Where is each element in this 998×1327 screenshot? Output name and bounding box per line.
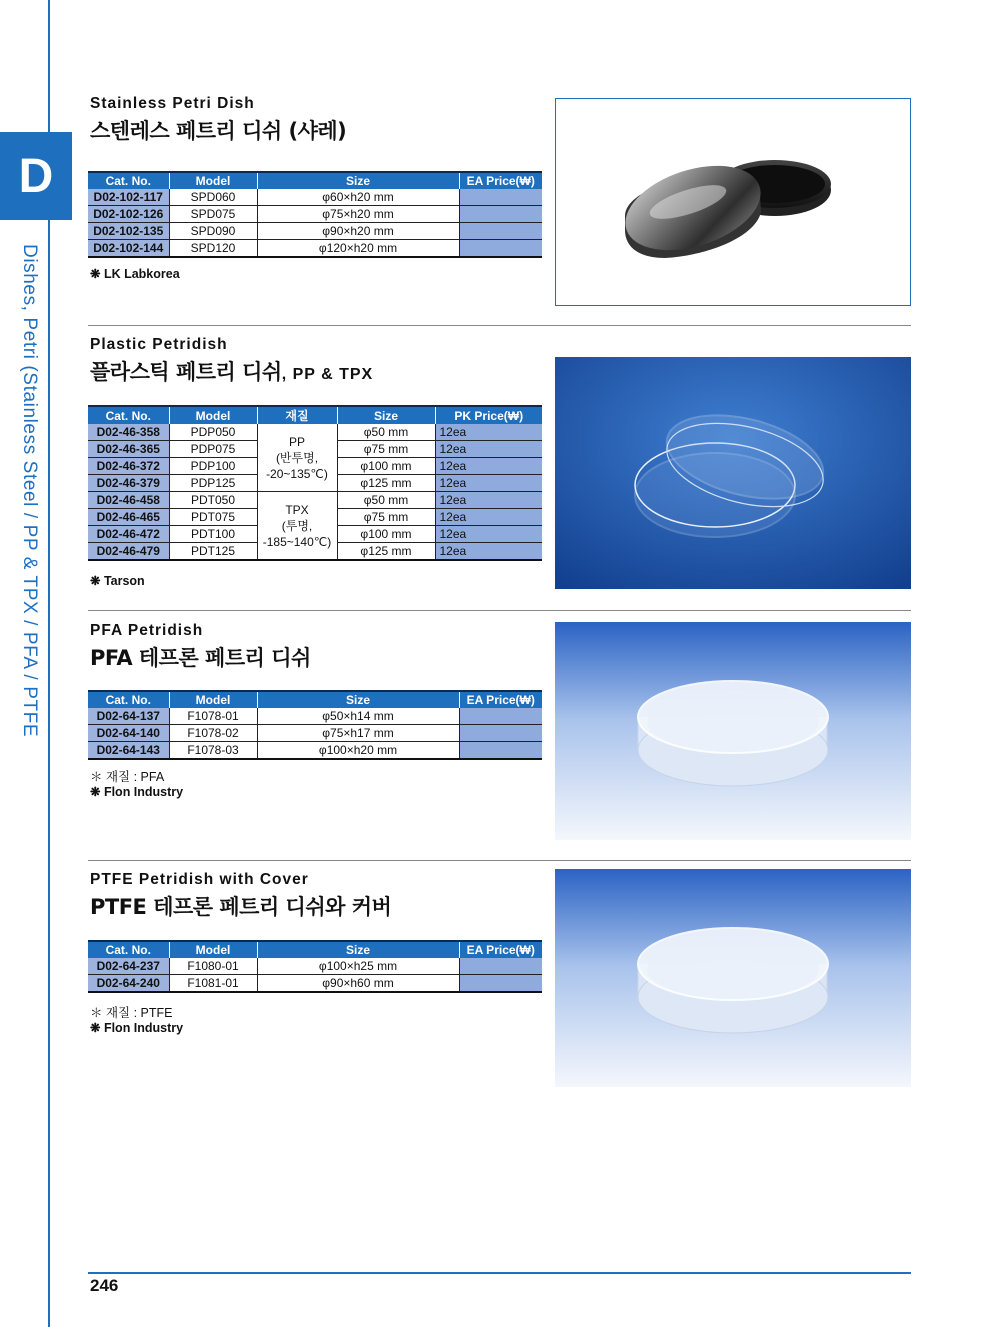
size: φ100×h25 mm	[257, 958, 459, 975]
section-title-ko: PTFE 테프론 페트리 디쉬와 커버	[90, 895, 392, 919]
section-title-en: PFA Petridish	[90, 622, 204, 639]
size: φ75×h17 mm	[257, 725, 459, 742]
maker-note	[90, 1020, 183, 1035]
section-title-en: Stainless Petri Dish	[90, 95, 255, 112]
size: φ60×h20 mm	[257, 189, 459, 206]
section-divider	[88, 325, 911, 326]
size: φ50 mm	[337, 492, 435, 509]
model: SPD120	[169, 240, 257, 258]
price-cell	[459, 240, 542, 258]
cat-no: D02-46-479	[88, 543, 169, 561]
plastic-table	[88, 405, 542, 561]
model: SPD090	[169, 223, 257, 240]
material-cell	[257, 424, 337, 492]
material-note: ＊ 재질 : PFA	[90, 770, 165, 784]
pack-qty: 12ea	[435, 424, 542, 441]
size: φ75 mm	[337, 509, 435, 526]
pack-qty: 12ea	[435, 458, 542, 475]
size: φ100 mm	[337, 526, 435, 543]
model: PDT050	[169, 492, 257, 509]
section-divider	[88, 860, 911, 861]
model: PDT100	[169, 526, 257, 543]
col-header: EA Price(₩)	[459, 941, 542, 958]
maker-note	[90, 266, 180, 281]
col-header: Model	[169, 172, 257, 189]
model: PDP075	[169, 441, 257, 458]
model: F1078-01	[169, 708, 257, 725]
table-row	[88, 189, 542, 206]
ptfe-petridish-photo	[555, 869, 911, 1087]
model: PDP125	[169, 475, 257, 492]
pack-qty: 12ea	[435, 475, 542, 492]
cat-no: D02-46-365	[88, 441, 169, 458]
price-cell	[459, 189, 542, 206]
table-row	[88, 708, 542, 725]
ptfe-table	[88, 940, 542, 993]
model: F1078-02	[169, 725, 257, 742]
material-temp: -20~135℃)	[266, 466, 328, 481]
pack-qty: 12ea	[435, 543, 542, 561]
page-number: 246	[90, 1276, 119, 1295]
pack-qty: 12ea	[435, 509, 542, 526]
table-row	[88, 725, 542, 742]
material-name: PP	[288, 434, 305, 449]
cat-no: D02-46-458	[88, 492, 169, 509]
cat-no: D02-102-144	[88, 240, 169, 258]
price-cell	[459, 742, 542, 760]
col-header: Size	[257, 691, 459, 708]
size: φ120×h20 mm	[257, 240, 459, 258]
cat-no: D02-46-379	[88, 475, 169, 492]
model: PDT075	[169, 509, 257, 526]
side-category-label: Dishes, Petri (Stainless Steel / PP & TPX / PFA / PTFE	[19, 244, 40, 738]
title-ko-main: 플라스틱 페트리 디쉬	[90, 360, 282, 384]
col-header: Cat. No.	[88, 172, 169, 189]
cat-no: D02-46-465	[88, 509, 169, 526]
section-divider	[88, 610, 911, 611]
cat-no: D02-102-117	[88, 189, 169, 206]
material-desc: (반투명,	[275, 450, 319, 465]
model: PDP100	[169, 458, 257, 475]
col-header: Cat. No.	[88, 406, 169, 424]
maker-note	[90, 784, 183, 799]
cat-no: D02-64-240	[88, 975, 169, 993]
col-header: Model	[169, 406, 257, 424]
stainless-petri-dish-photo	[555, 98, 911, 306]
model: F1080-01	[169, 958, 257, 975]
pfa-petridish-photo	[555, 622, 911, 840]
stainless-heading	[90, 95, 542, 145]
col-header: EA Price(₩)	[459, 691, 542, 708]
material-temp: -185~140℃)	[262, 534, 332, 549]
table-row	[88, 240, 542, 258]
col-header: Size	[337, 406, 435, 424]
material-cell	[257, 492, 337, 561]
cat-no: D02-46-472	[88, 526, 169, 543]
model: PDP050	[169, 424, 257, 441]
pack-qty: 12ea	[435, 441, 542, 458]
col-header: EA Price(₩)	[459, 172, 542, 189]
model: PDT125	[169, 543, 257, 561]
cat-no: D02-46-358	[88, 424, 169, 441]
section-title-en: PTFE Petridish with Cover	[90, 871, 309, 888]
price-cell	[459, 223, 542, 240]
plastic-petridish-photo	[555, 357, 911, 589]
size: φ125 mm	[337, 543, 435, 561]
section-title-ko	[90, 356, 542, 386]
footer-line	[88, 1272, 911, 1274]
table-row	[88, 975, 542, 993]
col-header: Cat. No.	[88, 691, 169, 708]
cat-no: D02-64-140	[88, 725, 169, 742]
model: F1078-03	[169, 742, 257, 760]
price-cell	[459, 975, 542, 993]
cat-no: D02-102-126	[88, 206, 169, 223]
cat-no: D02-46-372	[88, 458, 169, 475]
model: SPD060	[169, 189, 257, 206]
size: φ100 mm	[337, 458, 435, 475]
table-row	[88, 424, 542, 441]
maker-name: ❋ Tarson	[90, 574, 145, 588]
section-title-ko: PFA 테프론 페트리 디쉬	[90, 646, 311, 670]
material-desc: (투명,	[281, 518, 313, 533]
chapter-tab	[0, 132, 72, 220]
col-header: Cat. No.	[88, 941, 169, 958]
ptfe-heading	[90, 871, 542, 921]
pack-qty: 12ea	[435, 492, 542, 509]
size: φ100×h20 mm	[257, 742, 459, 760]
col-header: Size	[257, 172, 459, 189]
price-cell	[459, 958, 542, 975]
cat-no: D02-64-143	[88, 742, 169, 760]
plastic-heading	[90, 336, 542, 386]
table-row	[88, 223, 542, 240]
table-row	[88, 742, 542, 760]
size: φ90×h60 mm	[257, 975, 459, 993]
model: F1081-01	[169, 975, 257, 993]
maker-name: ❋ Flon Industry	[90, 1021, 184, 1035]
size: φ75×h20 mm	[257, 206, 459, 223]
size: φ50 mm	[337, 424, 435, 441]
model: SPD075	[169, 206, 257, 223]
pack-qty: 12ea	[435, 526, 542, 543]
maker-name: ❋ LK Labkorea	[90, 267, 180, 281]
material-name: TPX	[285, 502, 309, 517]
section-title-ko: 스텐레스 페트리 디쉬 (샤레)	[90, 119, 347, 143]
col-header: Model	[169, 691, 257, 708]
table-row	[88, 206, 542, 223]
size: φ50×h14 mm	[257, 708, 459, 725]
chapter-letter: D	[18, 149, 54, 203]
stainless-table	[88, 171, 542, 258]
cat-no: D02-64-137	[88, 708, 169, 725]
size: φ90×h20 mm	[257, 223, 459, 240]
table-row	[88, 958, 542, 975]
maker-note	[90, 573, 145, 588]
price-cell	[459, 725, 542, 742]
pfa-table	[88, 690, 542, 760]
maker-name: ❋ Flon Industry	[90, 785, 184, 799]
price-cell	[459, 708, 542, 725]
col-header: Size	[257, 941, 459, 958]
col-header: PK Price(₩)	[435, 406, 542, 424]
price-cell	[459, 206, 542, 223]
cat-no: D02-102-135	[88, 223, 169, 240]
section-title-en: Plastic Petridish	[90, 336, 228, 353]
title-suffix: , PP & TPX	[281, 366, 374, 383]
size: φ75 mm	[337, 441, 435, 458]
size: φ125 mm	[337, 475, 435, 492]
pfa-heading	[90, 622, 542, 672]
table-row	[88, 492, 542, 509]
cat-no: D02-64-237	[88, 958, 169, 975]
material-note: ＊ 재질 : PTFE	[90, 1006, 173, 1020]
col-header: 재질	[257, 406, 337, 424]
col-header: Model	[169, 941, 257, 958]
